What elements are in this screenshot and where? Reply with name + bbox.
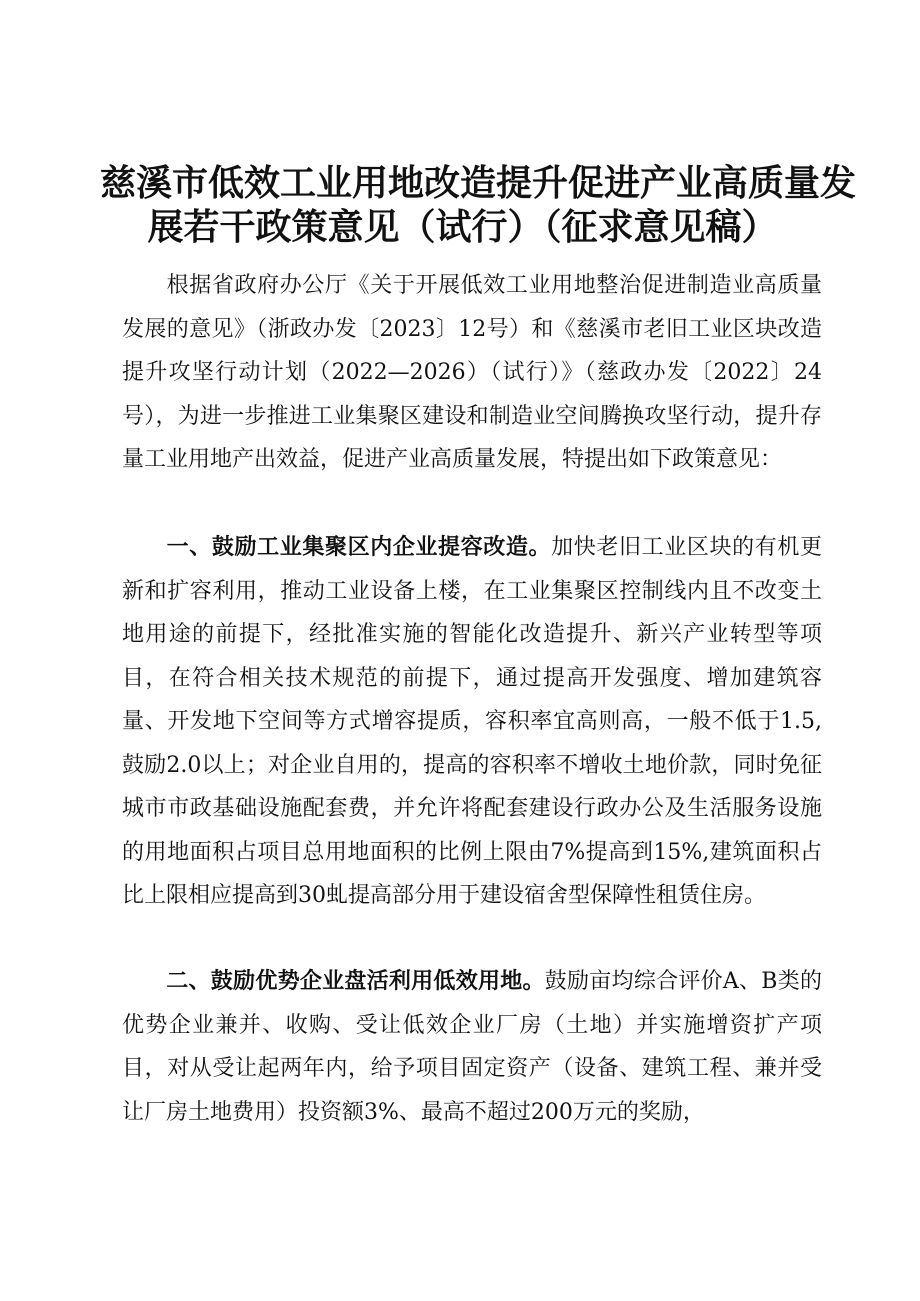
intro-text: 根据省政府办公厅《关于开展低效工业用地整治促进制造业高质量发展的意见》（浙政办发〔2023〕12号）和《慈溪市老旧工业区块改造提升攻坚行动计划（2022—2026）（试行）》（慈政办发〔2022〕24号），为进一步推进工业集聚区建设和制造业空间腾换攻坚行动，提升存量工业用地产出效益，促进产业高质量发展，特提出如下政策意见： — [122, 273, 822, 472]
intro-paragraph — [122, 264, 822, 482]
document-title — [100, 162, 857, 250]
section-1-text: 加快老旧工业区块的有机更新和扩容利用，推动工业设备上楼，在工业集聚区控制线内且不改变土地用途的前提下，经批准实施的智能化改造提升、新兴产业转型等项目，在符合相关技术规范的前提下，通过提高开发强度、增加建筑容量、开发地下空间等方式增容提质，容积率宜高则高，一般不低于1.5,鼓励2.0以上；对企业自用的，提高的容积率不增收土地价款，同时免征城市市政基础设施配套费，并允许将配套建设行政办公及生活服务设施的用地面积占项目总用地面积的比例上限由7%提高到15%,建筑面积占比上限相应提高到30虬提高部分用于建设宿舍型保障性租赁住房。 — [122, 535, 822, 908]
section-2-paragraph — [122, 960, 822, 1134]
section-1-paragraph — [122, 526, 822, 918]
section-2-text: 鼓励亩均综合评价A、B类的优势企业兼并、收购、受让低效企业厂房（土地）并实施增资扩产项目，对从受让起两年内，给予项目固定资产（设备、建筑工程、兼并受让厂房土地费用）投资额3%、最高不超过200万元的奖励， — [122, 969, 822, 1125]
title-line-2: 展若干政策意见（试行）（征求意见稿） — [147, 207, 778, 248]
title-line-1: 慈溪市低效工业用地改造提升促进产业高质量发 — [100, 163, 857, 204]
section-1-heading: 一、鼓励工业集聚区内企业提容改造。 — [166, 535, 552, 560]
section-2-heading: 二、鼓励优势企业盘活利用低效用地。 — [166, 969, 545, 994]
